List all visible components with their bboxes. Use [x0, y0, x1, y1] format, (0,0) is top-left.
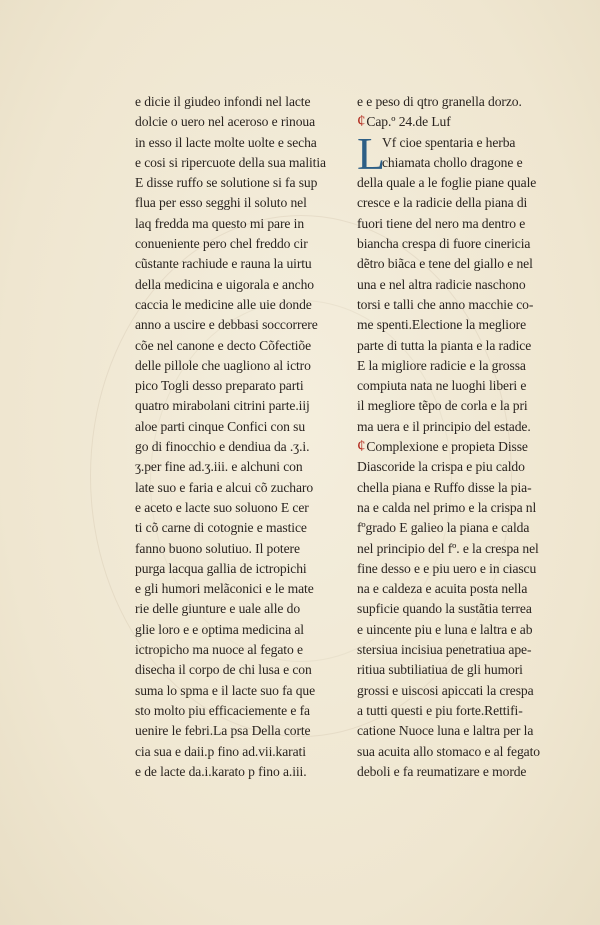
text-line: flua per esso segghi il soluto nel: [135, 195, 307, 211]
text-line: grossi e uiscosi apiccati la crespa: [357, 682, 534, 698]
text-line: dolcie o uero nel aceroso e rinoua: [135, 114, 316, 130]
text-line: fuori tiene del nero ma dentro e: [357, 215, 526, 231]
text-line: conueniente pero chel freddo cir: [135, 236, 308, 252]
text-line: aloe parti cinque Confici con su: [135, 418, 306, 434]
text-line: e uincente piu e luna e laltra e ab: [357, 621, 533, 637]
text-line: purga lacqua gallia de ictropichi: [135, 560, 307, 576]
initial-block: [357, 127, 562, 179]
text-line: quatro mirabolani citrini parte.iij: [135, 398, 310, 414]
text-line: nel principio del fº. e la crespa nel: [357, 540, 539, 556]
text-line: pico Togli desso preparato parti: [135, 378, 304, 394]
text-line: ʒ.per fine ad.ʒ.iii. e alchuni con: [135, 459, 303, 475]
text-line: delle pillole che uagliono al ictro: [135, 357, 311, 373]
text-line: ictropicho ma nuoce al fegato e: [135, 642, 303, 658]
text-line: catione Nuoce luna e laltra per la: [357, 723, 534, 739]
text-line: me spenti.Electione la megliore: [357, 317, 527, 333]
text-line: e cosi si ripercuote della sua malitia: [135, 154, 326, 170]
text-line: cũstante rachiude e rauna la uirtu: [135, 256, 312, 272]
text-line: il megliore tẽpo de corla e la pri: [357, 398, 528, 414]
right-text-column: [357, 92, 562, 782]
text-line: supficie quando la sustãtia terrea: [357, 601, 532, 617]
text-line: e e peso di qtro granella dorzo.: [357, 94, 522, 109]
section-rubric-mark: ¢: [357, 436, 366, 456]
text-line: ti cõ carne di cotognie e mastice: [135, 520, 307, 536]
text-line: e de lacte da.i.karato p fino a.iii.: [135, 763, 307, 779]
text-line: stersiua incisiua penetratiua ape-: [357, 642, 532, 658]
text-line: sto molto piu efficaciemente e fa: [135, 702, 310, 718]
text-line: cia sua e daii.p fino ad.vii.karati: [135, 743, 306, 759]
text-line: torsi e talli che anno macchie co-: [357, 296, 534, 312]
text-line: chiamata chollo dragone e: [382, 154, 523, 170]
text-line: deboli e fa reumatizare e morde: [357, 763, 527, 779]
text-line: rie delle giunture e uale alle do: [135, 601, 301, 617]
text-line: go di finocchio e dendiua da .ʒ.i.: [135, 439, 310, 455]
text-line: in esso il lacte molte uolte e secha: [135, 134, 317, 150]
text-line: a tutti questi e piu forte.Rettifi-: [357, 702, 523, 718]
text-line: e gli humori melãconici e le mate: [135, 581, 314, 597]
text-line: suma lo spma e il lacte suo fa que: [135, 682, 316, 698]
text-line: disecha il corpo de chi lusa e con: [135, 662, 312, 678]
text-line: chella piana e Ruffo disse la pia-: [357, 479, 532, 495]
text-line: laq fredda ma questo mi pare in: [135, 215, 305, 231]
text-line: compiuta nata ne luoghi liberi e: [357, 378, 527, 394]
text-line: caccia le medicine alle uie donde: [135, 296, 312, 312]
text-line: parte di tutta la pianta e la radice: [357, 337, 532, 353]
section-heading: Complexione e propieta Disse: [366, 439, 528, 455]
text-line: fºgrado E galieo la piana e calda: [357, 520, 530, 536]
text-line: ritiua subtiliatiua de gli humori: [357, 662, 523, 678]
text-line: una e nel altra radicie naschono: [357, 276, 526, 292]
text-line: late suo e faria e alcui cõ zucharo: [135, 479, 314, 495]
section-heading-line: [357, 437, 562, 457]
text-line: glie loro e e optima medicina al: [135, 621, 304, 637]
text-line: cresce e la radicie della piana di: [357, 195, 528, 211]
text-line: E la migliore radicie e la grossa: [357, 357, 526, 373]
chapter-rubric-mark: ¢: [357, 111, 366, 131]
text-line: biancha crespa di fuore cinericia: [357, 236, 531, 252]
text-line: sua acuita allo stomaco e al fegato: [357, 743, 540, 759]
text-line: anno a uscire e debbasi soccorrere: [135, 317, 318, 333]
text-line: cõe nel canone e decto Cõfectiõe: [135, 337, 312, 353]
left-text-column: [135, 92, 335, 782]
text-line: della quale a le foglie piane quale: [357, 175, 537, 191]
text-line: E disse ruffo se solutione si fa sup: [135, 175, 318, 191]
decorated-initial: L: [357, 127, 385, 179]
chapter-heading-line: [357, 112, 562, 132]
text-line: della medicina e uigorala e ancho: [135, 276, 314, 292]
text-line: na e caldeza e acuita posta nella: [357, 581, 528, 597]
text-line: fine desso e e piu uero e in ciascu: [357, 560, 537, 576]
text-line: e aceto e lacte suo soluono E cer: [135, 499, 309, 515]
text-line: dẽtro biãca e tene del giallo e nel: [357, 256, 533, 272]
text-line: na e calda nel primo e la crispa nl: [357, 499, 537, 515]
chapter-heading: Cap.º 24.de Luf: [366, 114, 451, 130]
text-line: Vf cioe spentaria e herba: [382, 134, 516, 150]
text-line: ma uera e il principio del estade.: [357, 418, 531, 434]
text-line: e dicie il giudeo infondi nel lacte: [135, 94, 311, 109]
text-line: Diascoride la crispa e piu caldo: [357, 459, 525, 475]
text-line: uenire le febri.La psa Della corte: [135, 723, 311, 739]
text-line: fanno buono solutiuo. Il potere: [135, 540, 300, 556]
